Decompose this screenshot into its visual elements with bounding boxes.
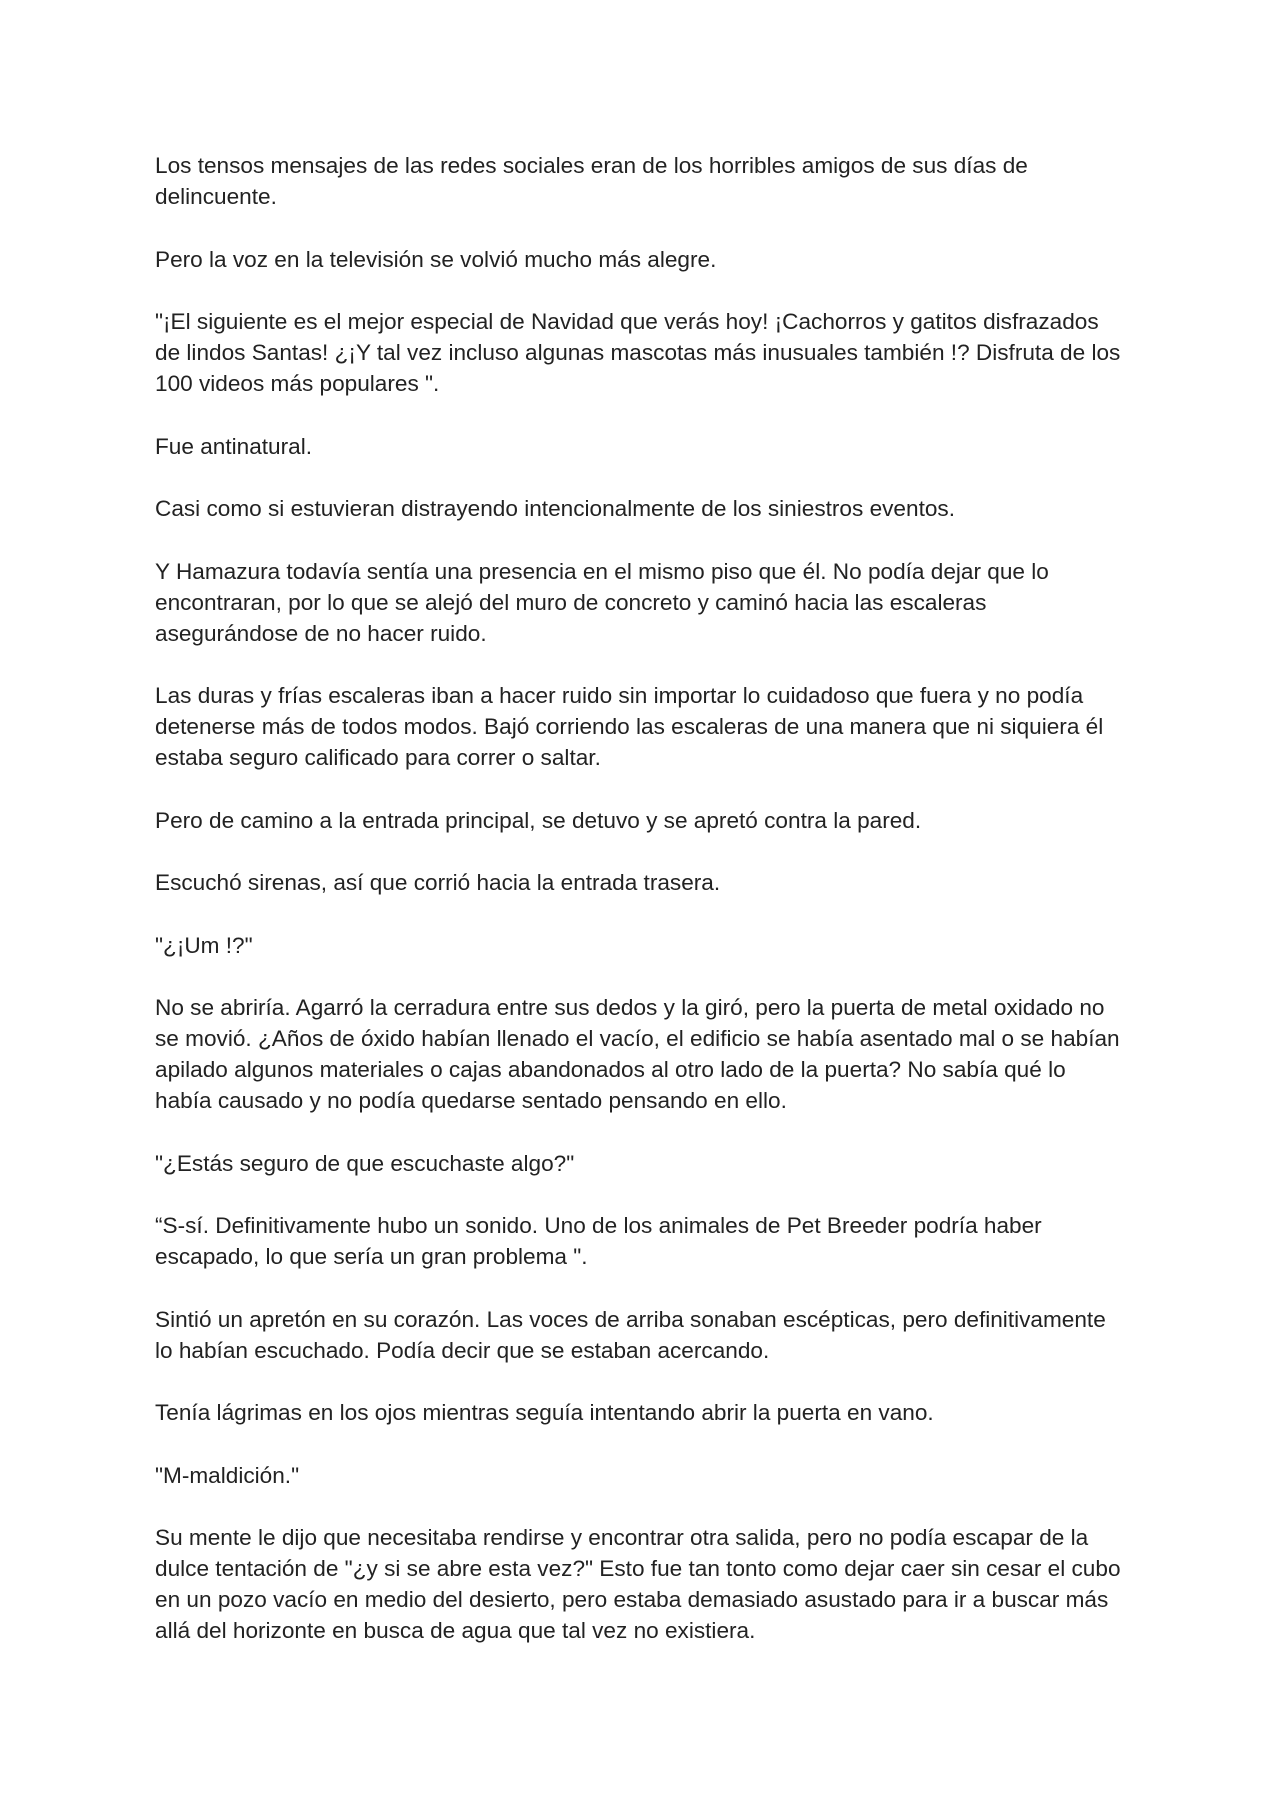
paragraph-12: "¿Estás seguro de que escuchaste algo?" [155,1150,575,1176]
paragraph-11: No se abriría. Agarró la cerradura entre sus dedos y la giró, pero la puerta de metal oxidado no se movió. ¿Años de óxido habían llenado el vacío, el edificio se había asentado mal o se habían apilado algunos materiales o cajas abandonados al otro lado de la puerta? No sabía qué lo había causado y no podía quedarse sentado pensando en ello. [155,995,1120,1113]
paragraph-1: Los tensos mensajes de las redes sociales eran de los horribles amigos de sus días de delincuente. [155,153,1028,209]
paragraph-5: Casi como si estuvieran distrayendo intencionalmente de los siniestros eventos. [155,496,955,521]
paragraph-7: Las duras y frías escaleras iban a hacer ruido sin importar lo cuidadoso que fuera y no podía detenerse más de todos modos. Bajó corriendo las escaleras de una manera que ni siquiera él estaba seguro calificado para correr o saltar. [155,683,1104,770]
paragraph-6: Y Hamazura todavía sentía una presencia en el mismo piso que él. No podía dejar que lo encontraran, por lo que se alejó del muro de concreto y caminó hacia las escaleras asegurándose de no hacer ruido. [155,558,1049,646]
paragraph-8: Pero de camino a la entrada principal, se detuvo y se apretó contra la pared. [155,807,922,833]
paragraph-13: “S-sí. Definitivamente hubo un sonido. Uno de los animales de Pet Breeder podría haber escapado, lo que sería un gran problema ". [155,1213,1042,1269]
paragraph-17: Su mente le dijo que necesitaba rendirse y encontrar otra salida, pero no podía escapar de la dulce tentación de "¿y si se abre esta vez?" Esto fue tan tonto como dejar caer sin cesar el cubo en un pozo vacío en medio del desierto, pero estaba demasiado asustado para ir a buscar más allá del horizonte en busca de agua que tal vez no existiera. [155,1525,1121,1643]
paragraph-2: Pero la voz en la televisión se volvió mucho más alegre. [155,246,717,272]
paragraph-16: "M-maldición." [155,1462,300,1488]
paragraph-15: Tenía lágrimas en los ojos mientras seguía intentando abrir la puerta en vano. [155,1400,934,1425]
paragraph-3: "¡El siguiente es el mejor especial de Navidad que verás hoy! ¡Cachorros y gatitos disfrazados de lindos Santas! ¿¡Y tal vez incluso algunas mascotas más inusuales también !? Disfruta de los 100 videos más populares ". [155,309,1121,396]
paragraph-10: "¿¡Um !?" [155,932,253,958]
paragraph-9: Escuchó sirenas, así que corrió hacia la entrada trasera. [155,870,721,895]
paragraph-14: Sintió un apretón en su corazón. Las voces de arriba sonaban escépticas, pero definitivamente lo habían escuchado. Podía decir que se estaban acercando. [155,1306,1106,1363]
paragraph-4: Fue antinatural. [155,433,312,459]
document-body [155,150,1125,1678]
